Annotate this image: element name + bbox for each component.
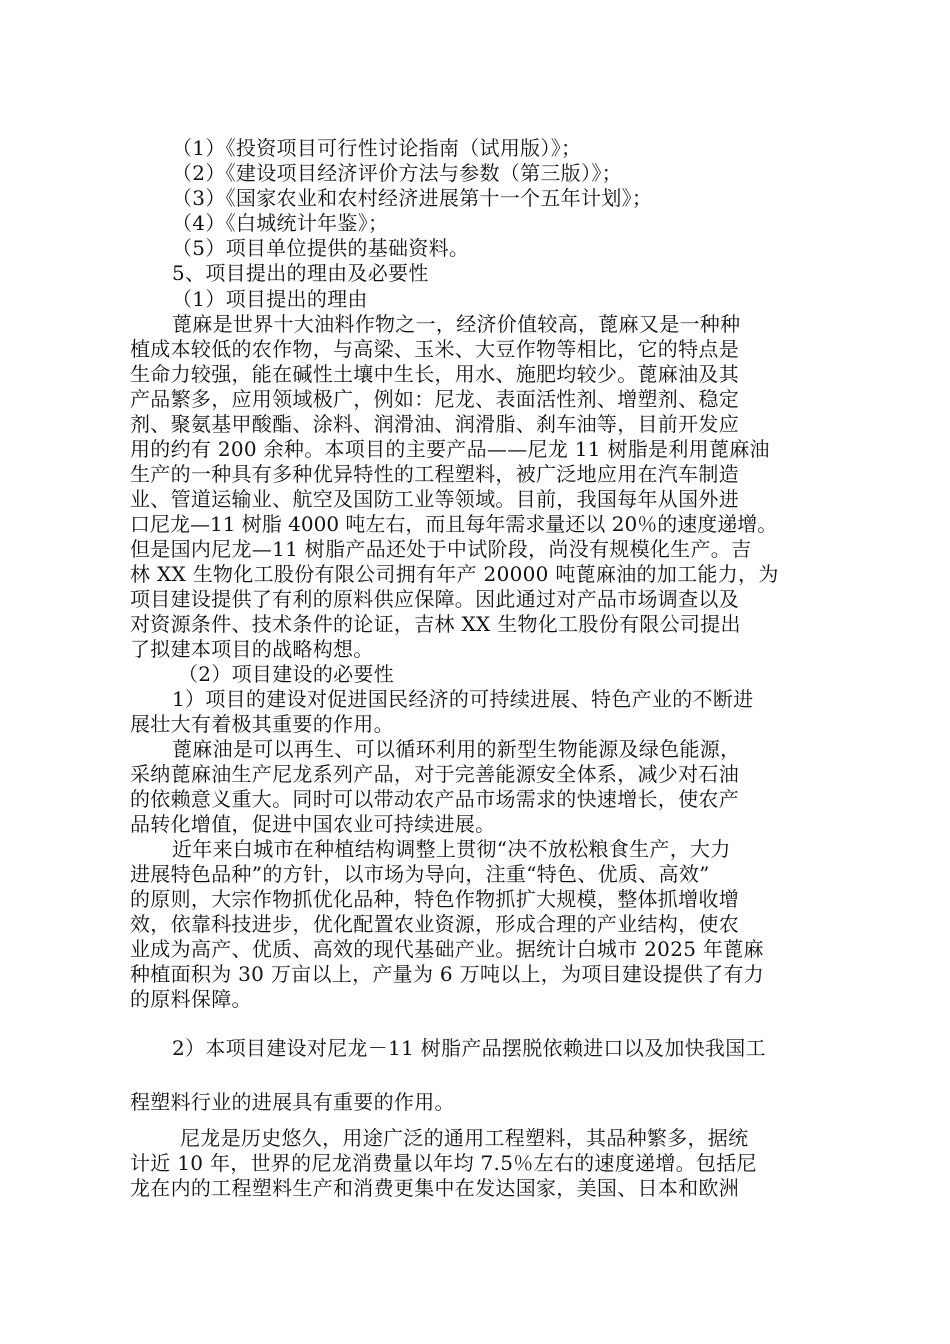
paragraph-line: 种植面积为 30 万亩以上，产量为 6 万吨以上，为项目建设提供了有力 (130, 962, 765, 986)
paragraph-line: 项目建设提供了有利的原料供应保障。因此通过对产品市场调查以及 (130, 587, 739, 611)
subheading: （1）项目提出的理由 (172, 287, 368, 311)
paragraph-line: 但是国内尼龙—11 树脂产品还处于中试阶段，尚没有规模化生产。吉 (130, 537, 752, 561)
paragraph-line: 的原料保障。 (130, 987, 252, 1011)
paragraph-line: 品转化增值，促进中国农业可持续进展。 (130, 812, 496, 836)
paragraph-line: 尼龙是历史悠久，用途广泛的通用工程塑料，其品种繁多，据统 (180, 1126, 749, 1150)
paragraph-line: 植成本较低的农作物，与高梁、玉米、大豆作物等相比，它的特点是 (130, 337, 739, 361)
subheading: （2）项目建设的必要性 (178, 662, 395, 686)
reference-item: （5）项目单位提供的基础资料。 (172, 236, 470, 260)
section-heading: 5、项目提出的理由及必要性 (172, 261, 429, 285)
paragraph-line: 生产的一种具有多种优异特性的工程塑料，被广泛地应用在汽车制造 (130, 462, 739, 486)
reference-item: （1）《投资项目可行性讨论指南（试用版）》； (172, 136, 582, 160)
paragraph-line: 了拟建本项目的战略构想。 (130, 637, 374, 661)
paragraph-line: 展壮大有着极其重要的作用。 (130, 712, 394, 736)
paragraph-line: 产品繁多，应用领域极广，例如：尼龙、表面活性剂、增塑剂、稳定 (130, 387, 739, 411)
paragraph-line: 用的约有 200 余种。本项目的主要产品——尼龙 11 树脂是利用蓖麻油 (130, 437, 770, 461)
paragraph-line: 近年来白城市在种植结构调整上贯彻“决不放松粮食生产，大力 (172, 837, 731, 861)
paragraph-line: 对资源条件、技术条件的论证，吉林 XX 生物化工股份有限公司提出 (130, 612, 741, 636)
reference-item: （3）《国家农业和农村经济进展第十一个五年计划》； (172, 186, 653, 210)
paragraph-line: 的依赖意义重大。同时可以带动农产品市场需求的快速增长，使农产 (130, 787, 739, 811)
paragraph-line: 进展特色品种”的方针，以市场为导向，注重“特色、优质、高效” (130, 862, 710, 886)
paragraph-line: 龙在内的工程塑料生产和消费更集中在发达国家，美国、日本和欧洲 (130, 1176, 739, 1200)
reference-item: （4）《白城统计年鉴》； (172, 211, 389, 235)
paragraph-line: 效，依靠科技进步，优化配置农业资源，形成合理的产业结构，使农 (130, 912, 739, 936)
paragraph-line: 蓖麻油是可以再生、可以循环利用的新型生物能源及绿色能源， (172, 737, 741, 761)
paragraph-line: 1）项目的建设对促进国民经济的可持续进展、特色产业的不断进 (172, 687, 754, 711)
paragraph-line: 程塑料行业的进展具有重要的作用。 (130, 1090, 455, 1114)
paragraph-line: 剂、聚氨基甲酸酯、涂料、润滑油、润滑脂、刹车油等，目前开发应 (130, 412, 739, 436)
paragraph-line: 采纳蓖麻油生产尼龙系列产品，对于完善能源安全体系，减少对石油 (130, 762, 739, 786)
paragraph-line: 的原则，大宗作物抓优化品种，特色作物抓扩大规模，整体抓增收增 (130, 887, 739, 911)
reference-item: （2）《建设项目经济评价方法与参数（第三版）》； (172, 161, 622, 185)
paragraph-line: 蓖麻是世界十大油料作物之一，经济价值较高，蓖麻又是一种种 (172, 312, 741, 336)
paragraph-line: 计近 10 年，世界的尼龙消费量以年均 7.5％左右的速度递增。包括尼 (130, 1151, 757, 1175)
paragraph-line: 2）本项目建设对尼龙－11 树脂产品摆脱依赖进口以及加快我国工 (172, 1036, 766, 1060)
paragraph-line: 生命力较强，能在碱性土壤中生长，用水、施肥均较少。蓖麻油及其 (130, 362, 739, 386)
paragraph-line: 口尼龙—11 树脂 4000 吨左右，而且每年需求量还以 20％的速度递增。 (130, 512, 778, 536)
paragraph-line: 林 XX 生物化工股份有限公司拥有年产 20000 吨蓖麻油的加工能力，为 (130, 562, 779, 586)
paragraph-line: 业、管道运输业、航空及国防工业等领域。目前，我国每年从国外进 (130, 487, 739, 511)
paragraph-line: 业成为高产、优质、高效的现代基础产业。据统计白城市 2025 年蓖麻 (130, 937, 764, 961)
